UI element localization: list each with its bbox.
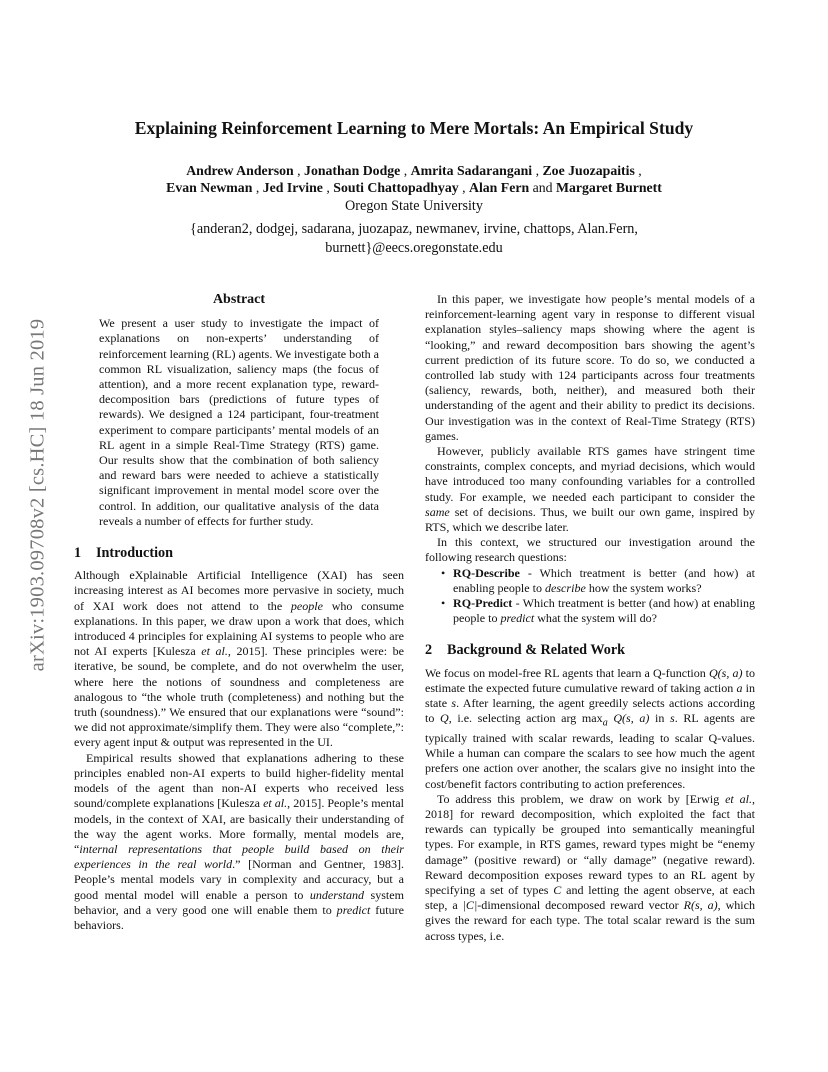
section-heading-introduction xyxy=(74,546,404,561)
author-name: Jonathan Dodge xyxy=(304,163,401,178)
section-number: 2 xyxy=(425,642,433,659)
intro-paragraph-1: Although eXplainable Artificial Intelligence (XAI) has seen increasing interest as AI becomes more pervasive in society, much of XAI work does not attend to the people who consume explanations. In this paper, we draw upon a work that does, which introduced 4 principles for explaining AI systems to people who are not AI experts [Kulesza et al., 2015]. These principles were: be iterative, be sound, be complete, and do not overwhelm the user, where here the notions of soundness and completeness are analogous to “the whole truth (completeness) and nothing but the truth (soundness).” We ensured that our explanations were “sound”: we did not approximate/simplify them. They were also “complete,”: every agent input & output was represented in the UI. xyxy=(74,568,404,750)
author-emails xyxy=(100,220,728,258)
intro-paragraph-3: In this paper, we investigate how people’s mental models of a reinforcement-learning agent vary in response to different visual explanation styles–saliency maps showing where the agent is “looking,” and reward decomposition bars showing the agent’s current prediction of its future score. To do so, we conducted a controlled lab study with 124 participants across four treatments (saliency, rewards, both, neither), and measured both their understanding of the agent and their ability to predict its decisions. Our investigation was in the context of Real-Time Strategy (RTS) games. xyxy=(425,292,755,443)
author-line-1 xyxy=(60,162,768,179)
intro-paragraph-4: However, publicly available RTS games have stringent time constraints, complex concepts, and myriad decisions, which would have introduced too many confounding variables for a controlled study. For example, we needed each participant to consider the same set of decisions. Thus, we built our own game, inspired by RTS, which we describe later. xyxy=(425,444,755,535)
author-separator: , xyxy=(400,163,411,178)
author-separator: , xyxy=(634,163,642,178)
author-separator: , xyxy=(252,180,263,195)
abstract-text: We present a user study to investigate the impact of explanations on non-experts’ understanding of reinforcement learning (RL) agents. We investigate both a common RL visualization, saliency maps (the focus of attention), and a more recent explanation type, reward-decomposition bars (predictions of future types of rewards). We designed a 124 participant, four-treatment experiment to compare participants’ mental models of an RL agent in a simple Real-Time Strategy (RTS) game. Our results show that the combination of both saliency and reward bars were needed to achieve a statistically significant improvement in mental model score over the control. In addition, our qualitative analysis of the data reveals a number of effects for further study. xyxy=(99,316,379,528)
background-paragraph-1: We focus on model-free RL agents that learn a Q-function Q(s, a) to estimate the expected future cumulative reward of taking action a in state s. After learning, the agent greedily selects actions according to Q, i.e. selecting action arg $\max_a Q(s$, a) in s. RL agents are typically trained with scalar rewards, leading to scalar Q-values. While a human can compare the scalars to see how much the agent prefers one action over another, the scalars give no insight into the cost/benefit factors contributing to action preferences. xyxy=(425,665,756,791)
author-name: Zoe Juozapaitis xyxy=(542,163,635,178)
section-title: Background & Related Work xyxy=(447,642,626,659)
author-name: Evan Newman xyxy=(166,180,253,195)
research-questions xyxy=(441,566,755,627)
intro-paragraph-2: Empirical results showed that explanations adhering to these principles enabled non-AI experts to build higher-fidelity mental models of the agent than non-AI experts who received less sound/complete explanations [Kulesza et al., 2015]. People’s mental models, in the context of XAI, are basically their understanding of the way the agent works. More formally, mental models are, “internal representations that people build based on their experiences in the real world.” [Norman and Gentner, 1983]. People’s mental models vary in complexity and accuracy, but a good mental model will enable a person to understand system behavior, and a very good one will enable them to predict future behaviors. xyxy=(74,750,404,932)
author-name: Jed Irvine xyxy=(262,180,323,195)
author-name: Amrita Sadarangani xyxy=(410,163,533,178)
author-name: Souti Chattopadhyay xyxy=(333,180,459,195)
intro-paragraph-5: In this context, we structured our investigation around the following research questions: xyxy=(425,535,755,565)
abstract-heading: Abstract xyxy=(212,292,266,307)
research-question-item: • RQ-Describe - Which treatment is better (and how) at enabling people to describe how the system works? xyxy=(441,566,755,596)
section-heading-background xyxy=(425,643,755,658)
author-separator: , xyxy=(293,163,305,178)
author-list xyxy=(60,162,768,196)
author-separator: , xyxy=(532,163,543,178)
author-separator: , xyxy=(322,180,334,195)
left-column xyxy=(74,292,404,933)
arxiv-side-stamp xyxy=(18,290,58,700)
author-name: Margaret Burnett xyxy=(555,180,662,195)
arxiv-identifier: arXiv:1903.09708v2 [cs.HC] 18 Jun 2019 xyxy=(26,318,49,672)
section-title: Introduction xyxy=(96,545,173,562)
author-name: Alan Fern xyxy=(468,180,530,195)
section-number: 1 xyxy=(74,545,82,562)
email-line-2: burnett}@eecs.oregonstate.edu xyxy=(325,240,503,256)
author-line-2 xyxy=(60,179,768,196)
author-name: Andrew Anderson xyxy=(186,163,294,178)
background-paragraph-2: To address this problem, we draw on work by [Erwig et al., 2018] for reward decomposition, which exploited the fact that rewards can typically be grouped into semantically meaningful types. For example, in RTS games, reward types might be “enemy damage” (positive reward) or “ally damage” (negative reward). Reward decomposition exposes reward types to an RL agent by specifying a set of types C and letting the agent observe, at each step, a |C|-dimensional decomposed reward vector R(s, a), which gives the reward for each type. The total scalar reward is the sum across types, i.e. xyxy=(425,791,756,943)
paper-title: Explaining Reinforcement Learning to Mere Mortals: An Empirical Study xyxy=(134,118,694,138)
email-line-1: {anderan2, dodgej, sadarana, juozapaz, newmanev, irvine, chattops, Alan.Fern, xyxy=(190,221,638,237)
author-separator: , xyxy=(458,180,469,195)
affiliation: Oregon State University xyxy=(345,198,483,214)
author-separator: and xyxy=(529,180,556,195)
right-column xyxy=(425,292,755,944)
research-question-item: • RQ-Predict - Which treatment is better (and how) at enabling people to predict what the system will do? xyxy=(441,596,755,626)
